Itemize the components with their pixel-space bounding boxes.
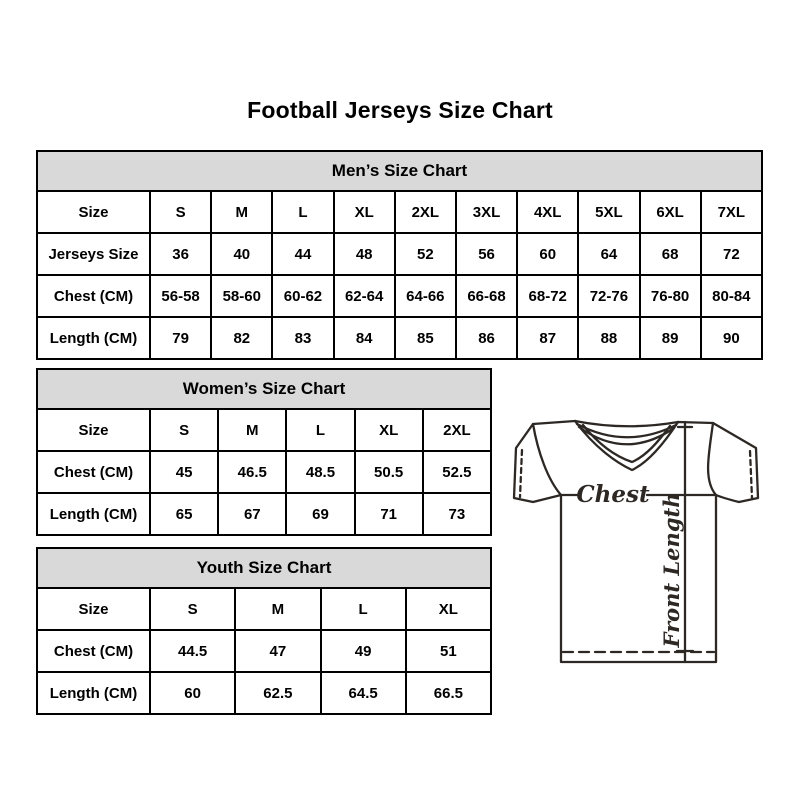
size-cell: 36 xyxy=(150,233,211,275)
row-label: Length (CM) xyxy=(37,672,150,714)
size-cell: 52.5 xyxy=(423,451,491,493)
size-cell: 50.5 xyxy=(355,451,423,493)
size-cell: 2XL xyxy=(395,191,456,233)
size-cell: 85 xyxy=(395,317,456,359)
size-cell: 68 xyxy=(640,233,701,275)
size-cell: 73 xyxy=(423,493,491,535)
table-title: Women’s Size Chart xyxy=(37,369,491,409)
table-row xyxy=(37,588,491,630)
size-cell: 82 xyxy=(211,317,272,359)
size-cell: 56-58 xyxy=(150,275,211,317)
size-cell: 60 xyxy=(517,233,578,275)
table-row xyxy=(37,191,762,233)
table-row xyxy=(37,451,491,493)
size-cell: 86 xyxy=(456,317,517,359)
table-title: Youth Size Chart xyxy=(37,548,491,588)
row-label: Jerseys Size xyxy=(37,233,150,275)
size-cell: 60-62 xyxy=(272,275,333,317)
row-label: Size xyxy=(37,191,150,233)
size-cell: 64 xyxy=(578,233,639,275)
table-row xyxy=(37,409,491,451)
size-cell: 90 xyxy=(701,317,762,359)
size-cell: L xyxy=(272,191,333,233)
size-cell: 51 xyxy=(406,630,491,672)
size-cell: XL xyxy=(334,191,395,233)
size-cell: 2XL xyxy=(423,409,491,451)
page-title: Football Jerseys Size Chart xyxy=(247,97,553,123)
size-cell: XL xyxy=(355,409,423,451)
size-cell: 68-72 xyxy=(517,275,578,317)
size-cell: 87 xyxy=(517,317,578,359)
jersey-outline xyxy=(514,421,758,662)
size-cell: 56 xyxy=(456,233,517,275)
size-cell: L xyxy=(286,409,354,451)
size-cell: M xyxy=(211,191,272,233)
row-label: Chest (CM) xyxy=(37,630,150,672)
size-cell: S xyxy=(150,588,235,630)
size-cell: 58-60 xyxy=(211,275,272,317)
size-cell: 3XL xyxy=(456,191,517,233)
size-cell: 40 xyxy=(211,233,272,275)
size-cell: 64-66 xyxy=(395,275,456,317)
size-cell: 7XL xyxy=(701,191,762,233)
size-cell: 69 xyxy=(286,493,354,535)
size-cell: 44.5 xyxy=(150,630,235,672)
row-label: Size xyxy=(37,409,150,451)
size-cell: 88 xyxy=(578,317,639,359)
table-row xyxy=(37,493,491,535)
size-cell: 48 xyxy=(334,233,395,275)
size-cell: 52 xyxy=(395,233,456,275)
size-cell: 47 xyxy=(235,630,320,672)
size-cell: 83 xyxy=(272,317,333,359)
row-label: Length (CM) xyxy=(37,317,150,359)
size-cell: 76-80 xyxy=(640,275,701,317)
size-cell: XL xyxy=(406,588,491,630)
size-cell: 62-64 xyxy=(334,275,395,317)
table-title: Men’s Size Chart xyxy=(37,151,762,191)
size-cell: 46.5 xyxy=(218,451,286,493)
size-cell: 67 xyxy=(218,493,286,535)
size-cell: 72 xyxy=(701,233,762,275)
size-cell: S xyxy=(150,191,211,233)
size-cell: 89 xyxy=(640,317,701,359)
table-row xyxy=(37,630,491,672)
size-cell: 62.5 xyxy=(235,672,320,714)
size-cell: 45 xyxy=(150,451,218,493)
size-cell: 71 xyxy=(355,493,423,535)
table-row xyxy=(37,275,762,317)
front-length-label: Front Length xyxy=(659,492,684,648)
size-cell: 6XL xyxy=(640,191,701,233)
size-cell: M xyxy=(218,409,286,451)
jersey-measurement-diagram xyxy=(505,398,767,670)
row-label: Size xyxy=(37,588,150,630)
chest-label: Chest xyxy=(576,481,650,508)
size-cell: 64.5 xyxy=(321,672,406,714)
size-cell: 5XL xyxy=(578,191,639,233)
size-cell: 66.5 xyxy=(406,672,491,714)
youth-size-table xyxy=(36,547,492,715)
size-cell: M xyxy=(235,588,320,630)
table-row xyxy=(37,317,762,359)
table-row xyxy=(37,233,762,275)
size-cell: S xyxy=(150,409,218,451)
table-row xyxy=(37,672,491,714)
size-cell: 84 xyxy=(334,317,395,359)
size-cell: 60 xyxy=(150,672,235,714)
size-cell: 72-76 xyxy=(578,275,639,317)
size-cell: 49 xyxy=(321,630,406,672)
row-label: Chest (CM) xyxy=(37,275,150,317)
size-cell: 79 xyxy=(150,317,211,359)
size-cell: 44 xyxy=(272,233,333,275)
size-cell: 65 xyxy=(150,493,218,535)
size-cell: 66-68 xyxy=(456,275,517,317)
mens-size-table xyxy=(36,150,763,360)
size-cell: 80-84 xyxy=(701,275,762,317)
womens-size-table xyxy=(36,368,492,536)
row-label: Length (CM) xyxy=(37,493,150,535)
size-cell: 48.5 xyxy=(286,451,354,493)
size-cell: L xyxy=(321,588,406,630)
size-cell: 4XL xyxy=(517,191,578,233)
row-label: Chest (CM) xyxy=(37,451,150,493)
